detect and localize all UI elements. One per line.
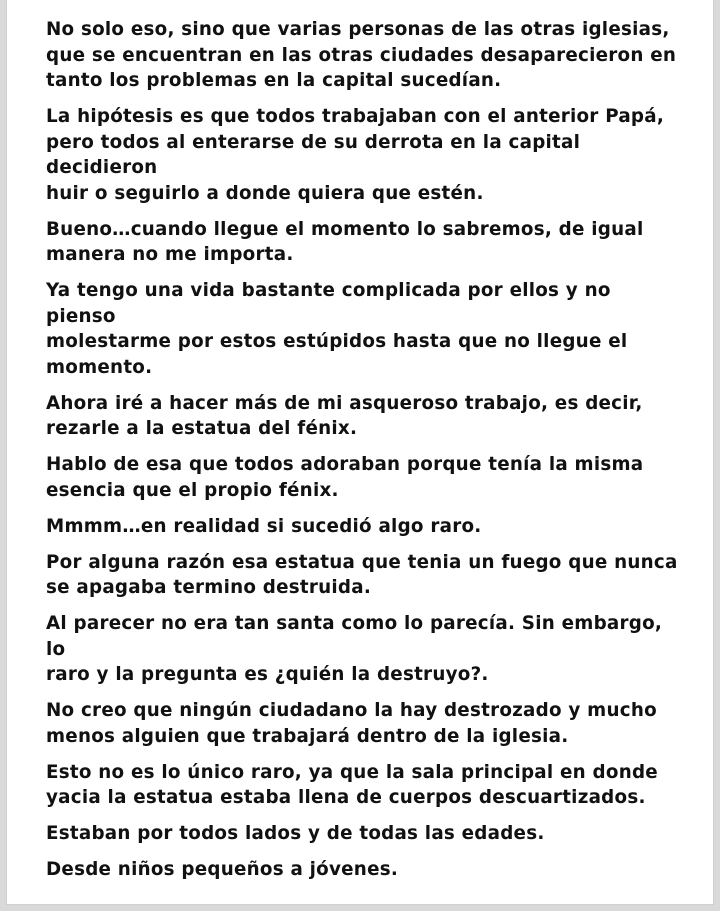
paragraph: Bueno…cuando llegue el momento lo sabremos, de igual manera no me importa. [46,218,644,265]
paragraph: Ahora iré a hacer más de mi asqueroso trabajo, es decir, rezarle a la estatua del fénix. [46,392,643,439]
paragraph: Por alguna razón esa estatua que tenia un fuego que nunca se apagaba termino destruida. [46,551,678,598]
paragraph: Ya tengo una vida bastante complicada por ellos y no pienso molestarme por estos estúpidos hasta que no llegue el momento. [46,280,628,378]
paragraph: Mmmm…en realidad si sucedió algo raro. [46,515,482,537]
paragraph: Hablo de esa que todos adoraban porque tenía la misma esencia que el propio fénix. [46,454,644,501]
paragraph: Estaban por todos lados y de todas las edades. [46,823,545,844]
paragraph: Al parecer no era tan santa como lo parecía. Sin embargo, lo raro y la pregunta es ¿quién la destruyo?. [46,613,663,685]
paragraph: Desde niños pequeños a jóvenes. [46,859,399,880]
document-page [6,0,714,905]
paragraph: La hipótesis es que todos trabajaban con el anterior Papá, pero todos al enterarse de su derrota en la capital decidieron huir o seguirlo a donde quiera que estén. [46,106,665,204]
paragraph: Esto no es lo único raro, ya que la sala principal en donde yacia la estatua estaba llena de cuerpos descuartizados. [46,761,658,808]
document-body [46,17,686,893]
paragraph: No creo que ningún ciudadano la hay destrozado y mucho menos alguien que trabajará dentro de la iglesia. [46,700,657,747]
paragraph: No solo eso, sino que varias personas de las otras iglesias, que se encuentran en las otras ciudades desaparecieron en tanto los problemas en la capital sucedían. [46,19,677,91]
